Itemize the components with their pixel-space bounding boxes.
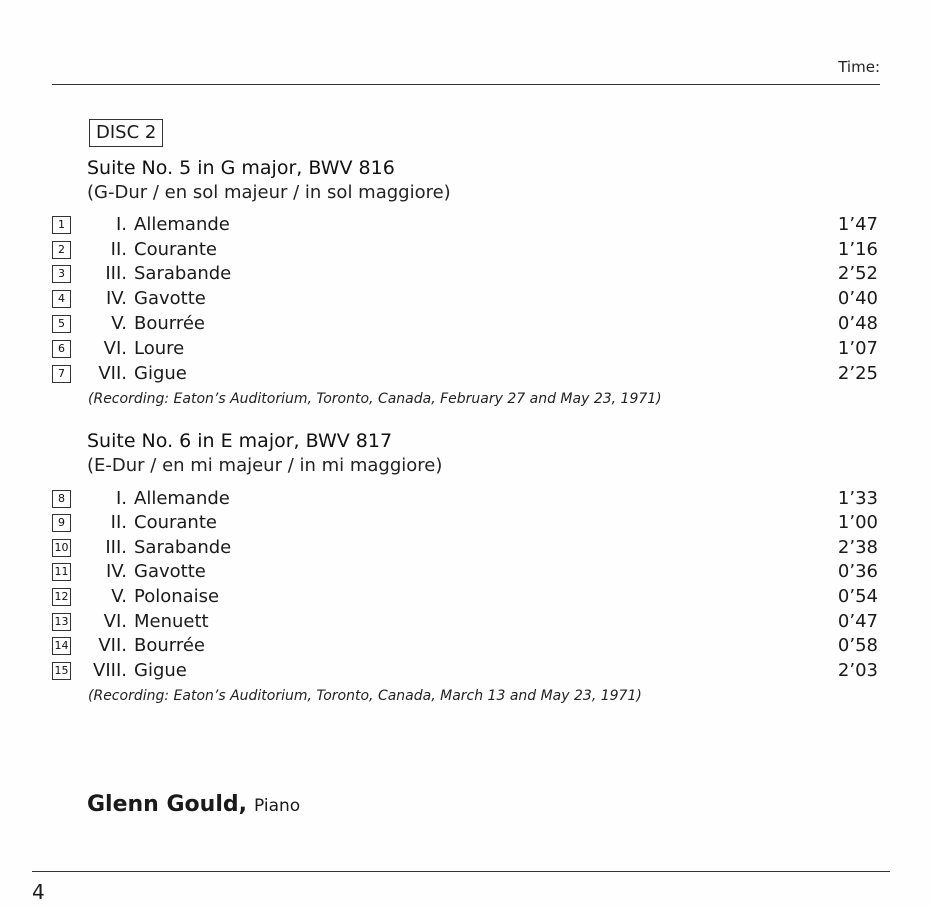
track-number: 6 — [52, 340, 71, 358]
track-number: 14 — [52, 637, 71, 655]
movement-name: Menuett — [134, 611, 209, 632]
movement-numeral: IV. — [105, 288, 127, 309]
track-duration: 2’52 — [837, 263, 878, 284]
header-rule — [52, 84, 880, 85]
track-number: 4 — [52, 290, 71, 308]
suite-title: Suite No. 5 in G major, BWV 816 — [87, 157, 395, 179]
track-number: 10 — [52, 539, 71, 557]
track-duration: 1’07 — [837, 338, 878, 359]
movement-name: Courante — [134, 512, 217, 533]
track-row — [0, 560, 932, 584]
track-duration: 0’36 — [837, 561, 878, 582]
track-duration: 2’25 — [837, 363, 878, 384]
movement-numeral: VII. — [98, 635, 127, 656]
track-row — [0, 337, 932, 361]
performer-credit — [87, 792, 300, 817]
track-row — [0, 362, 932, 386]
track-number: 2 — [52, 241, 71, 259]
track-row — [0, 238, 932, 262]
movement-numeral: VIII. — [93, 660, 127, 681]
track-row — [0, 536, 932, 560]
track-number: 12 — [52, 588, 71, 606]
movement-name: Polonaise — [134, 586, 220, 607]
track-number: 11 — [52, 563, 71, 581]
recording-note: (Recording: Eaton’s Auditorium, Toronto, Canada, February 27 and May 23, 1971) — [88, 391, 662, 407]
disc-label: DISC 2 — [89, 119, 163, 147]
track-duration: 0’54 — [837, 586, 878, 607]
movement-numeral: VI. — [103, 611, 127, 632]
movement-numeral: VII. — [98, 363, 127, 384]
track-number: 3 — [52, 265, 71, 283]
recording-note: (Recording: Eaton’s Auditorium, Toronto, Canada, March 13 and May 23, 1971) — [88, 688, 642, 704]
track-duration: 0’48 — [837, 313, 878, 334]
movement-name: Courante — [134, 239, 217, 260]
track-duration: 2’38 — [837, 537, 878, 558]
movement-numeral: II. — [110, 239, 127, 260]
movement-numeral: V. — [111, 586, 127, 607]
track-number: 5 — [52, 315, 71, 333]
movement-name: Allemande — [134, 214, 230, 235]
track-number: 7 — [52, 365, 71, 383]
movement-name: Bourrée — [134, 635, 206, 656]
track-row — [0, 659, 932, 683]
suite-subtitle: (G-Dur / en sol majeur / in sol maggiore) — [87, 182, 451, 203]
track-row — [0, 213, 932, 237]
movement-name: Gigue — [134, 660, 187, 681]
movement-numeral: VI. — [103, 338, 127, 359]
track-row — [0, 585, 932, 609]
track-number: 15 — [52, 662, 71, 680]
movement-numeral: III. — [105, 537, 127, 558]
suite-title: Suite No. 6 in E major, BWV 817 — [87, 430, 393, 452]
movement-name: Loure — [134, 338, 185, 359]
track-row — [0, 511, 932, 535]
movement-numeral: II. — [110, 512, 127, 533]
page-number: 4 — [32, 880, 45, 904]
footer-rule — [32, 871, 890, 872]
performer-role: Piano — [253, 796, 301, 816]
track-duration: 1’16 — [837, 239, 878, 260]
track-row — [0, 262, 932, 286]
track-duration: 1’47 — [837, 214, 878, 235]
movement-numeral: IV. — [105, 561, 127, 582]
track-row — [0, 312, 932, 336]
track-duration: 1’33 — [837, 488, 878, 509]
track-duration: 0’58 — [837, 635, 878, 656]
performer-name: Glenn Gould, — [87, 792, 247, 817]
movement-name: Gavotte — [134, 561, 206, 582]
movement-name: Sarabande — [134, 263, 232, 284]
movement-name: Allemande — [134, 488, 230, 509]
movement-numeral: I. — [115, 214, 127, 235]
track-duration: 1’00 — [837, 512, 878, 533]
suite-subtitle: (E-Dur / en mi majeur / in mi maggiore) — [87, 455, 443, 476]
time-column-label: Time: — [838, 58, 880, 76]
track-duration: 0’40 — [837, 288, 878, 309]
track-row — [0, 610, 932, 634]
track-row — [0, 634, 932, 658]
track-row — [0, 287, 932, 311]
track-duration: 2’03 — [837, 660, 878, 681]
movement-name: Sarabande — [134, 537, 232, 558]
track-row — [0, 487, 932, 511]
movement-name: Gavotte — [134, 288, 206, 309]
track-duration: 0’47 — [837, 611, 878, 632]
movement-numeral: V. — [111, 313, 127, 334]
track-number: 9 — [52, 514, 71, 532]
movement-name: Gigue — [134, 363, 187, 384]
movement-numeral: I. — [115, 488, 127, 509]
track-number: 13 — [52, 613, 71, 631]
track-number: 8 — [52, 490, 71, 508]
movement-numeral: III. — [105, 263, 127, 284]
track-number: 1 — [52, 216, 71, 234]
movement-name: Bourrée — [134, 313, 206, 334]
